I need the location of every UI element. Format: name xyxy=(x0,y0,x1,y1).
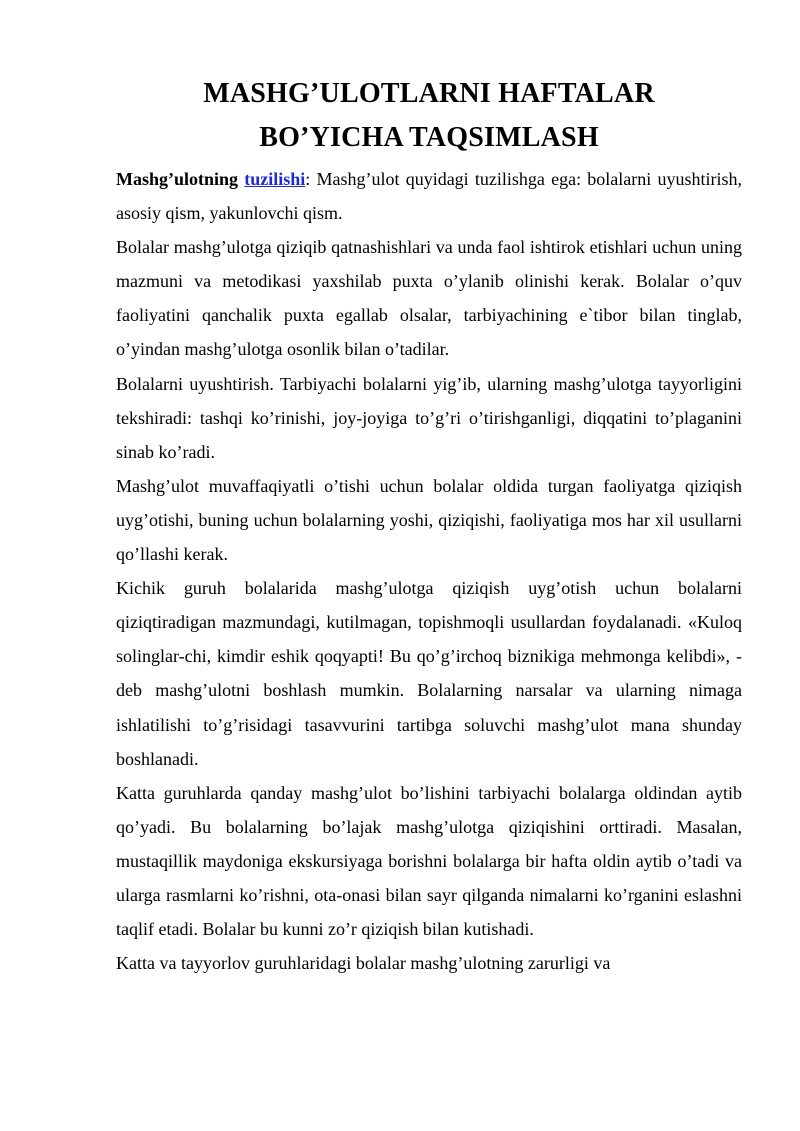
intro-rest: : Mashg’ulot quyidagi tuzilishga ega: bolalarni uyushtirish, asosiy qism, yakunlovchi qism. xyxy=(116,169,743,224)
paragraph-3: Mashg’ulot muvaffaqiyatli o’tishi uchun bolalar oldida turgan faoliyatga qiziqish uyg’otishi, buning uchun bolalarning yoshi, qiziqishi, faoliyatiga mos har xil usullarni qo’llashi kerak. xyxy=(116,475,742,565)
intro-bold-lead: Mashg’ulotning xyxy=(116,169,239,189)
document-body xyxy=(116,162,742,980)
tuzilishi-link[interactable]: tuzilishi xyxy=(244,169,306,189)
paragraph-4: Kichik guruh bolalarida mashg’ulotga qiziqish uyg’otish uchun bolalarni qiziqtiradigan mazmundagi, kutilmagan, topishmoqli usullardan foydalanadi. «Kuloq solinglar-chi, kimdir eshik qoqyapti! Bu qo’g’irchoq biznikiga mehmonga kelibdi», - deb mashg’ulotni boshlash mumkin. Bolalarning narsalar va ularning nimaga ishlatilishi to’g’risidagi tasavvurini tartibga soluvchi mashg’ulot mana shunday boshlanadi. xyxy=(116,578,742,769)
paragraph-5: Katta guruhlarda qanday mashg’ulot bo’lishini tarbiyachi bolalarga oldindan aytib qo’yadi. Bu bolalarning bo’lajak mashg’ulotga qiziqishini orttiradi. Masalan, mustaqillik maydoniga ekskursiyaga borishni bolalarga bir hafta oldin aytib o’tadi va ularga rasmlarni ko’rishni, ota-onasi bilan sayr qilganda nimalarni ko’rganini eslashni taqlif etadi. Bolalar bu kunni zo’r qiziqish bilan kutishadi. xyxy=(116,782,742,940)
document-page xyxy=(116,72,742,980)
page-title xyxy=(116,72,742,160)
paragraph-6: Katta va tayyorlov guruhlaridagi bolalar mashg’ulotning zarurligi va xyxy=(116,953,611,974)
intro-paragraph xyxy=(116,162,742,230)
paragraph-2: Bolalarni uyushtirish. Tarbiyachi bolalarni yig’ib, ularning mashg’ulotga tayyorligini tekshiradi: tashqi ko’rinishi, joy-joyiga to’g’ri o’tirishganligi, diqqatini to’plaganini sinab ko’radi. xyxy=(116,373,742,462)
title-line-2: BO’YICHA TAQSIMLASH xyxy=(259,122,599,153)
paragraph-1: Bolalar mashg’ulotga qiziqib qatnashishlari va unda faol ishtirok etishlari uchun uning mazmuni va metodikasi yaxshilab puxta o’ylanib olinishi kerak. Bolalar o’quv faoliyatini qanchalik puxta egallab olsalar, tarbiyachining e`tibor bilan tinglab, o’yindan mashg’ulotga osonlik bilan o’tadilar. xyxy=(116,237,742,360)
title-line-1: MASHG’ULOTLARNI HAFTALAR xyxy=(203,78,655,109)
